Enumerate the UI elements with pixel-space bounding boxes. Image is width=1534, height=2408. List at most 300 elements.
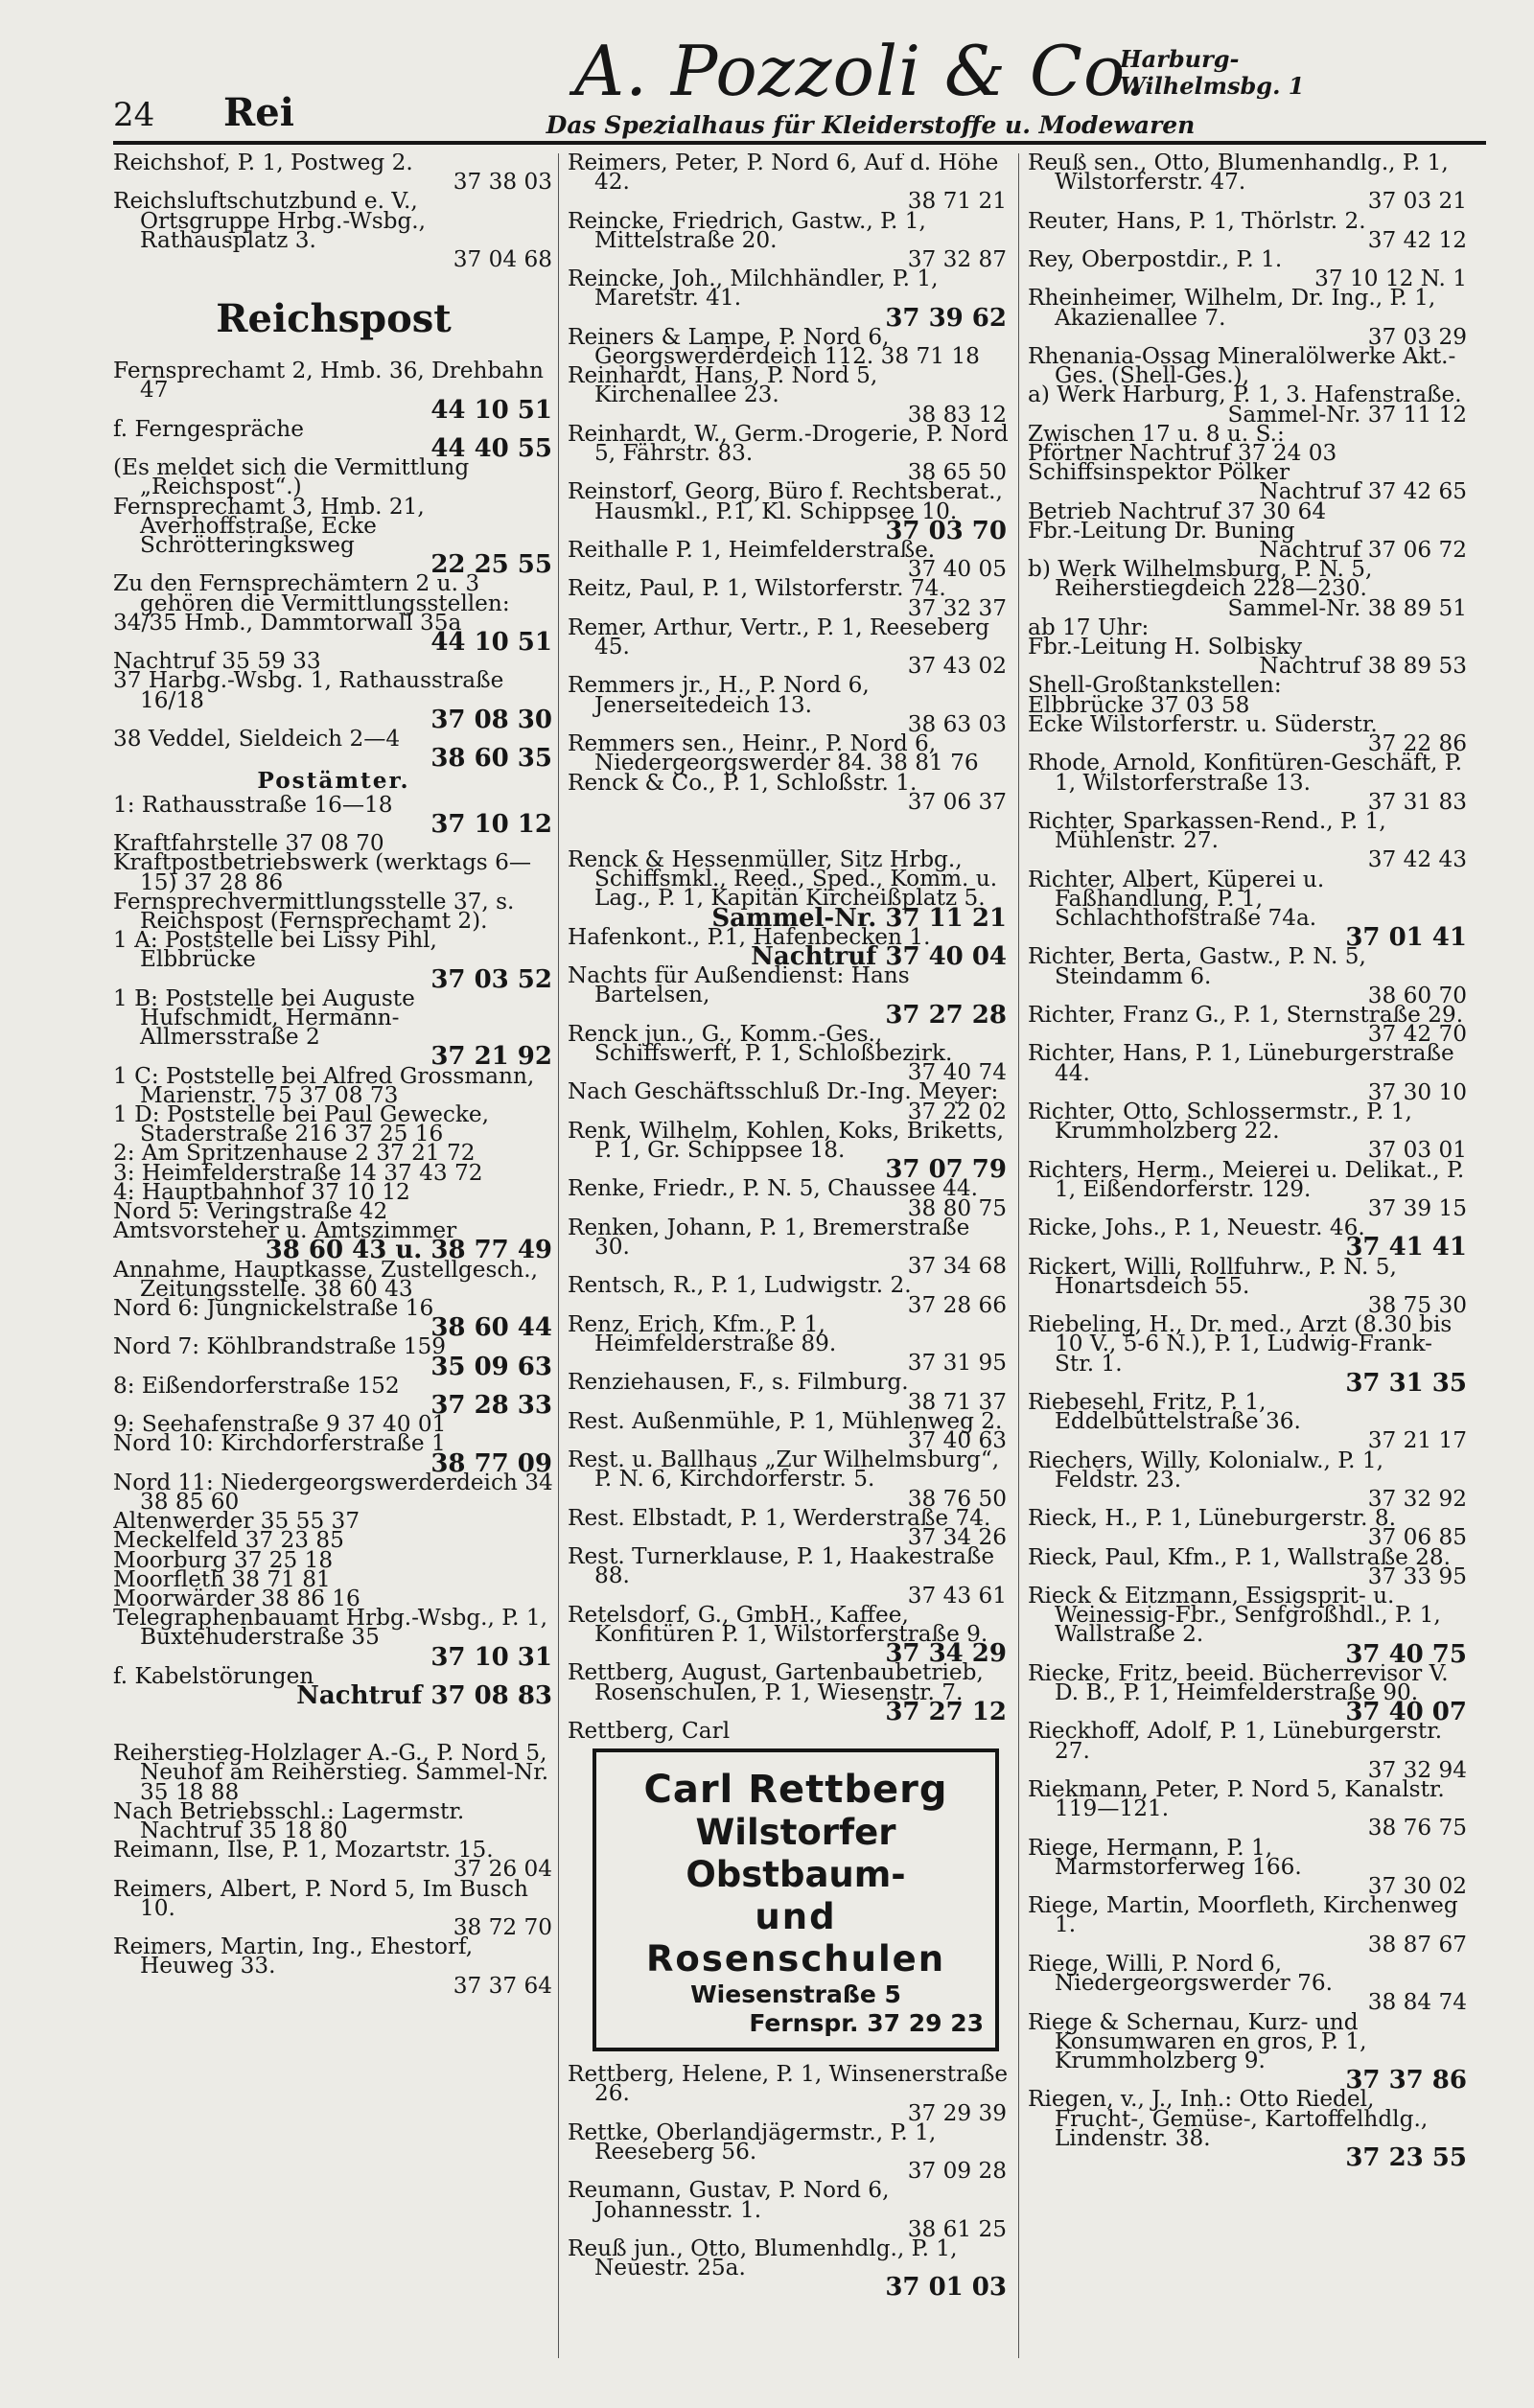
phone-number: 37 27 28 <box>885 1000 1007 1030</box>
directory-entry <box>1028 1583 1469 1669</box>
entry-text: Nord 10: Kirchdorferstraße 1 <box>113 1430 446 1457</box>
directory-entry <box>568 1175 1009 1221</box>
phone-number: Nachtruf 38 89 53 <box>1259 653 1467 680</box>
entry-text: b) Werk Wilhelmsburg, P. N. 5, Reiherstiegdeich 228—230. <box>1028 556 1373 602</box>
phone-number: 44 10 51 <box>430 628 552 658</box>
entry-text: Reichshof, P. 1, Postweg 2. <box>113 153 413 175</box>
entry-text: Kraftfahrstelle 37 08 70 <box>113 830 384 857</box>
entry-text: Reuß jun., Otto, Blumenhdlg., P. 1, Neuestr. 25a. <box>568 2235 958 2281</box>
brand-address <box>1120 46 1304 100</box>
entry-text: Riechers, Willy, Kolonialw., P. 1, Feldstr. 23. <box>1028 1447 1383 1493</box>
phone-number: 37 06 85 <box>1367 1524 1467 1551</box>
entry-text: Altenwerder 35 55 37 <box>113 1508 360 1535</box>
subsection-heading: Postämter. <box>257 768 410 795</box>
directory-entry <box>1028 2086 1469 2172</box>
phone-number: 37 01 03 <box>885 2273 1007 2303</box>
ad-line-4: Wiesenstraße 5 <box>690 1980 901 2009</box>
directory-entry <box>1028 807 1469 873</box>
directory-entry <box>1028 1215 1469 1262</box>
entry-text: Hafenkont., P.1, Hafenbecken 1. <box>568 923 931 950</box>
entry-text: Rickert, Willi, Rollfuhrw., P. N. 5, Honartsdeich 55. <box>1028 1253 1397 1299</box>
directory-entry <box>1028 459 1469 505</box>
directory-entry <box>568 537 1009 583</box>
phone-number: 37 33 95 <box>1367 1563 1467 1589</box>
directory-entry <box>568 1117 1009 1185</box>
spacer <box>568 812 1009 850</box>
entry-text: Rieck, Paul, Kfm., P. 1, Wallstraße 28. <box>1028 1543 1452 1570</box>
directory-entry <box>568 2235 1009 2303</box>
directory-entry <box>1028 634 1469 680</box>
phone-number: 38 60 44 <box>430 1313 552 1343</box>
phone-number: 37 03 52 <box>430 964 552 994</box>
directory-entry <box>1028 343 1469 389</box>
column-1 <box>113 153 554 2387</box>
section-heading: Reichspost <box>216 296 452 342</box>
phone-number: Nachtruf 37 42 65 <box>1259 478 1467 505</box>
phone-number: 38 61 25 <box>907 2215 1007 2242</box>
phone-number: 38 83 12 <box>907 401 1007 428</box>
advertisement-box <box>593 1748 999 2051</box>
entry-text: Zu den Fernsprechämtern 2 u. 3 gehören die Vermittlungsstellen: <box>113 570 510 616</box>
entry-text: Nord 6: Jungnickelstraße 16 <box>113 1294 434 1321</box>
entry-text: Rieck & Eitzmann, Essigsprit- u. Weinessig-Fbr., Senfgroßhdl., P. 1, Wallstraße 2. <box>1028 1583 1441 1648</box>
ad-line-3: und Rosenschulen <box>645 1896 946 1980</box>
entry-text: Ricke, Johs., P. 1, Neuestr. 46. <box>1028 1215 1365 1241</box>
directory-entry <box>1028 1659 1469 1727</box>
entry-text: Riege, Hermann, P. 1, Marmstorferweg 166. <box>1028 1834 1302 1880</box>
entry-text: Renck jun., G., Komm.-Ges., Schiffswerft, P. 1, Schloßbezirk. <box>568 1020 953 1066</box>
directory-entry <box>1028 556 1469 621</box>
directory-entry <box>1028 1776 1469 1841</box>
phone-number: 37 21 17 <box>1367 1427 1467 1454</box>
directory-entry <box>568 1601 1009 1669</box>
directory-entry <box>113 1333 554 1381</box>
directory-entry <box>568 2119 1009 2185</box>
entry-text: f. Ferngespräche <box>113 415 304 442</box>
entry-text: Riege, Martin, Moorfleth, Kirchenweg 1. <box>1028 1892 1458 1938</box>
phone-number: Nachtruf 37 06 72 <box>1259 537 1467 564</box>
directory-entry <box>113 1256 554 1302</box>
directory-entry <box>568 730 1009 776</box>
phone-number: 37 22 02 <box>907 1098 1007 1124</box>
directory-entry <box>113 791 554 839</box>
directory-entry <box>113 1372 554 1420</box>
directory-entry <box>568 207 1009 273</box>
phone-number: 38 80 75 <box>907 1194 1007 1221</box>
entry-text: Nachts für Außendienst: Hans Bartelsen, <box>568 962 910 1008</box>
entry-text: Annahme, Hauptkasse, Zustellgesch., Zeitungsstelle. 38 60 43 <box>113 1256 539 1302</box>
entry-text: Rentsch, R., P. 1, Ludwigstr. 2. <box>568 1272 912 1299</box>
phone-number: 37 32 87 <box>907 246 1007 273</box>
directory-entry <box>568 153 1009 215</box>
entry-text: 3: Heimfelderstraße 14 37 43 72 <box>113 1159 483 1186</box>
header-rule <box>113 141 1486 145</box>
column-divider-2 <box>1018 153 1019 2358</box>
directory-entry <box>113 1062 554 1108</box>
phone-number: 37 31 95 <box>907 1350 1007 1377</box>
directory-entry <box>1028 1892 1469 1957</box>
phone-number: 38 60 70 <box>1367 982 1467 1008</box>
entry-text: Reithalle P. 1, Heimfelderstraße. <box>568 537 936 564</box>
phone-number: 37 41 41 <box>1345 1233 1467 1262</box>
directory-entry <box>568 923 1009 971</box>
phone-number: 37 09 28 <box>907 2158 1007 2185</box>
entry-text: Remer, Arthur, Vertr., P. 1, Reeseberg 45. <box>568 614 989 660</box>
entry-text: 1 C: Poststelle bei Alfred Grossmann, Marienstr. 75 37 08 73 <box>113 1062 535 1108</box>
entry-text: Fbr.-Leitung H. Solbisky <box>1028 634 1303 660</box>
phone-number: 37 23 55 <box>1345 2142 1467 2172</box>
directory-entry <box>568 2061 1009 2126</box>
entry-text: Riekmann, Peter, P. Nord 5, Kanalstr. 119—121. <box>1028 1776 1445 1822</box>
phone-number: 37 38 03 <box>453 169 552 196</box>
entry-text: Reimann, Ilse, P. 1, Mozartstr. 15. <box>113 1837 494 1864</box>
phone-number: 37 39 62 <box>885 303 1007 333</box>
entry-text: Moorfleth 38 71 81 <box>113 1565 331 1592</box>
entry-text: Renke, Friedr., P. N. 5, Chaussee 44. <box>568 1175 979 1202</box>
entry-text: Richter, Hans, P. 1, Lüneburgerstraße 44. <box>1028 1040 1454 1086</box>
phone-number: Sammel-Nr. 37 11 12 <box>1227 401 1467 428</box>
entry-text: Richter, Franz G., P. 1, Sternstraße 29. <box>1028 1001 1464 1028</box>
phone-number: Sammel-Nr. 37 11 21 <box>711 903 1007 933</box>
directory-entry <box>113 1100 554 1147</box>
phone-number: 37 21 92 <box>430 1042 552 1072</box>
entry-text: Renz, Erich, Kfm., P. 1, Heimfelderstraße 89. <box>568 1310 837 1356</box>
entry-text: Renken, Johann, P. 1, Bremerstraße 30. <box>568 1214 970 1260</box>
directory-entry <box>113 1933 554 1999</box>
entry-text: Shell-Großtankstellen: <box>1028 672 1282 699</box>
phone-number: 37 29 39 <box>907 2099 1007 2126</box>
entry-text: f. Kabelstörungen <box>113 1662 314 1689</box>
entry-text: 1: Rathausstraße 16—18 <box>113 791 393 818</box>
directory-entry <box>568 323 1009 370</box>
directory-entry <box>113 1837 554 1883</box>
directory-entry <box>1028 382 1469 428</box>
directory-entry <box>568 672 1009 737</box>
phone-number: Nachtruf 37 40 04 <box>751 941 1007 971</box>
entry-text: Nachtruf 35 59 33 <box>113 648 321 675</box>
entry-text: Rhode, Arnold, Konfitüren-Geschäft, P. 1, Wilstorferstraße 13. <box>1028 750 1463 796</box>
entry-text: Fernsprechamt 2, Hmb. 36, Drehbahn 47 <box>113 358 544 404</box>
ad-line-5: Fernspr. 37 29 23 <box>749 2009 984 2038</box>
directory-entry <box>113 726 554 774</box>
directory-entry <box>568 1214 1009 1280</box>
entry-text: Meckelfeld 37 23 85 <box>113 1527 344 1554</box>
ad-line-1: Carl Rettberg <box>643 1768 948 1813</box>
phone-number: 37 39 15 <box>1367 1194 1467 1221</box>
phone-number: 38 65 50 <box>907 459 1007 486</box>
directory-entry <box>113 984 554 1072</box>
running-head: Rei <box>223 90 294 135</box>
directory-entry <box>1028 1311 1469 1398</box>
phone-number: 37 43 61 <box>907 1582 1007 1609</box>
brand-address-line-2: Wilhelmsbg. 1 <box>1120 72 1305 100</box>
phone-number: 38 63 03 <box>907 710 1007 737</box>
entry-text: Renk, Wilhelm, Kohlen, Koks, Briketts, P. 1, Gr. Schippsee 18. <box>568 1117 1004 1163</box>
phone-number: 44 40 55 <box>430 434 552 464</box>
entry-text: Richter, Albert, Küperei u. Faßhandlung, P. 1, Schlachthofstraße 74a. <box>1028 866 1325 931</box>
directory-entry <box>1028 866 1469 953</box>
phone-number: 37 26 04 <box>453 1856 552 1883</box>
entry-text: Remmers jr., H., P. Nord 6, Jenerseitedeich 13. <box>568 672 870 718</box>
directory-entry <box>568 1310 1009 1377</box>
entry-text: Renziehausen, F., s. Filmburg. <box>568 1369 909 1396</box>
entry-text: 4: Hauptbahnhof 37 10 12 <box>113 1178 410 1205</box>
directory-entry <box>113 153 554 196</box>
phone-number: 37 22 86 <box>1367 730 1467 757</box>
directory-entry <box>1028 1156 1469 1221</box>
directory-entry <box>568 1659 1009 1726</box>
entry-text: Reimers, Peter, P. Nord 6, Auf d. Höhe 42. <box>568 153 999 196</box>
directory-entry <box>1028 1253 1469 1318</box>
directory-entry <box>1028 1001 1469 1048</box>
entry-text: Richters, Herm., Meierei u. Delikat., P. 1, Eißendorferstr. 129. <box>1028 1156 1465 1202</box>
page-number: 24 <box>113 96 155 134</box>
directory-entry <box>113 1294 554 1343</box>
directory-entry <box>113 415 554 464</box>
phone-number: 38 87 67 <box>1367 1931 1467 1957</box>
phone-number: 38 60 35 <box>430 744 552 774</box>
entry-text: 9: Seehafenstraße 9 37 40 01 <box>113 1411 447 1438</box>
phone-number: 37 08 30 <box>430 705 552 734</box>
entry-text: Rest. Außenmühle, P. 1, Mühlenweg 2. <box>568 1407 1003 1434</box>
directory-entry <box>568 845 1009 933</box>
phone-number: 37 30 10 <box>1367 1078 1467 1105</box>
entry-text: Rettberg, Helene, P. 1, Winsenerstraße 26. <box>568 2061 1009 2107</box>
phone-number: 37 40 05 <box>907 556 1007 583</box>
directory-entry <box>113 358 554 425</box>
entry-text: Reuß sen., Otto, Blumenhandlg., P. 1, Wilstorferstr. 47. <box>1028 153 1449 196</box>
column-2 <box>568 153 1009 2387</box>
entry-text: 1 B: Poststelle bei Auguste Hufschmidt, Hermann-Allmersstraße 2 <box>113 984 415 1051</box>
phone-number: 37 10 12 <box>430 809 552 839</box>
directory-entry <box>568 420 1009 486</box>
directory-entry <box>568 478 1009 545</box>
directory-entry <box>1028 710 1469 757</box>
entry-text: Reumann, Gustav, P. Nord 6, Johannesstr. 1. <box>568 2177 890 2223</box>
entry-text: Reinstorf, Georg, Büro f. Rechtsberat., Hausmkl., P.1, Kl. Schippsee 10. <box>568 478 1003 524</box>
directory-entry <box>1028 1505 1469 1551</box>
entry-text: Riebeling, H., Dr. med., Arzt (8.30 bis 10 V., 5-6 N.), P. 1, Ludwig-Frank-Str. 1. <box>1028 1311 1453 1377</box>
entry-text: Riegen, v., J., Inh.: Otto Riedel, Frucht-, Gemüse-, Kartoffelhdlg., Lindenstr. 38. <box>1028 2086 1429 2151</box>
entry-text: Betrieb Nachtruf 37 30 64 <box>1028 498 1327 524</box>
directory-entry <box>1028 517 1469 564</box>
entry-text: Richter, Sparkassen-Rend., P. 1, Mühlenstr. 27. <box>1028 807 1386 854</box>
entry-text: Renck & Co., P. 1, Schloßstr. 1. <box>568 769 918 796</box>
entry-text: Kraftpostbetriebswerk (werktags 6—15) 37 28 86 <box>113 849 532 895</box>
phone-number: 37 01 41 <box>1345 923 1467 953</box>
directory-entry <box>568 614 1009 680</box>
entry-text: 38 Veddel, Sieldeich 2—4 <box>113 726 401 752</box>
directory-entry <box>113 454 554 500</box>
spacer <box>113 1705 554 1744</box>
phone-number: 37 40 63 <box>907 1427 1007 1453</box>
directory-entry <box>1028 750 1469 815</box>
phone-number: 37 42 70 <box>1367 1021 1467 1048</box>
directory-entry <box>113 1875 554 1941</box>
entry-text: Fernsprechamt 3, Hmb. 21, Averhoffstraße, Ecke Schrötteringksweg <box>113 493 425 559</box>
phone-number: 38 75 30 <box>1367 1291 1467 1318</box>
directory-entry <box>568 1020 1009 1086</box>
directory-entry <box>1028 246 1469 292</box>
phone-number: 44 10 51 <box>430 395 552 425</box>
column-3 <box>1028 153 1469 2387</box>
brand-tagline: Das Spezialhaus für Kleiderstoffe u. Modewaren <box>546 111 1196 139</box>
directory-entry <box>113 570 554 616</box>
directory-entry <box>113 1430 554 1478</box>
directory-entry <box>1028 285 1469 350</box>
entry-text: Telegraphenbauamt Hrbg.-Wsbg., P. 1, Buxtehuderstraße 35 <box>113 1605 548 1651</box>
entry-text: Reinhardt, W., Germ.-Drogerie, P. Nord 5, Fährstr. 83. <box>568 420 1009 467</box>
ad-line-2: Wilstorfer Obstbaum- <box>686 1812 906 1896</box>
entry-text: Rey, Oberpostdir., P. 1. <box>1028 246 1283 273</box>
directory-entry <box>113 188 554 273</box>
entry-text: Nord 7: Köhlbrandstraße 159 <box>113 1333 446 1360</box>
brand-name-text: A. Pozzoli & Co. <box>574 31 1148 111</box>
directory-entry <box>113 1662 554 1711</box>
directory-entry <box>568 1407 1009 1453</box>
directory-entry <box>1028 943 1469 1008</box>
entry-text: Reiners & Lampe, P. Nord 6, Georgswerderdeich 112. 38 71 18 <box>568 323 980 370</box>
directory-entry <box>1028 2008 1469 2095</box>
phone-number: 37 07 79 <box>885 1155 1007 1185</box>
directory-entry <box>568 2177 1009 2242</box>
directory-entry <box>1028 1718 1469 1783</box>
directory-entry <box>1028 1543 1469 1589</box>
entry-text: Reitz, Paul, P. 1, Wilstorferstr. 74. <box>568 575 946 602</box>
phone-number: 37 30 02 <box>1367 1873 1467 1900</box>
directory-entry <box>113 1797 554 1844</box>
entry-text: Nach Geschäftsschluß Dr.-Ing. Meyer: <box>568 1078 999 1105</box>
phone-number: 37 43 02 <box>907 653 1007 680</box>
directory-entry <box>1028 1834 1469 1900</box>
entry-text: Renck & Hessenmüller, Sitz Hrbg., Schiffsmkl., Reed., Sped., Komm. u. Lag., P. 1, Kapitän Kircheißplatz 5. <box>568 845 998 912</box>
directory-entry <box>568 769 1009 815</box>
directory-entry <box>1028 1950 1469 2016</box>
phone-number: 37 32 37 <box>907 594 1007 621</box>
phone-number: 37 31 35 <box>1345 1368 1467 1398</box>
phone-number: 37 06 37 <box>907 788 1007 815</box>
entry-text: 37 Harbg.-Wsbg. 1, Rathausstraße 16/18 <box>113 667 504 713</box>
phone-number: 38 72 70 <box>453 1914 552 1941</box>
phone-number: 37 04 68 <box>453 246 552 273</box>
brand-address-line-1: Harburg- <box>1120 45 1240 73</box>
entry-text: Reinhardt, Hans, P. Nord 5, Kirchenallee 23. <box>568 362 878 408</box>
phone-number: 37 27 12 <box>885 1697 1007 1726</box>
entry-text: 1 A: Poststelle bei Lissy Pihl, Elbbrücke <box>113 927 437 973</box>
phone-number: 37 34 68 <box>907 1253 1007 1280</box>
phone-number: 38 76 50 <box>907 1485 1007 1512</box>
entry-text: Amtsvorsteher u. Amtszimmer <box>113 1217 457 1244</box>
entry-text: Rettberg, Carl <box>568 1718 731 1745</box>
entry-text: Riecke, Fritz, beeid. Bücherrevisor V. D. B., P. 1, Heimfelderstraße 90. <box>1028 1659 1449 1706</box>
directory-entry <box>113 1740 554 1805</box>
phone-number: 38 77 09 <box>430 1448 552 1478</box>
phone-number: 37 34 26 <box>907 1524 1007 1551</box>
entry-text: Reincke, Friedrich, Gastw., P. 1, Mittelstraße 20. <box>568 207 926 253</box>
entry-text: Nord 11: Niedergeorgswerderdeich 34 38 85 60 <box>113 1469 553 1515</box>
entry-text: 2: Am Spritzenhause 2 37 21 72 <box>113 1140 476 1167</box>
phone-number: 37 03 29 <box>1367 323 1467 350</box>
entry-text: Rieck, H., P. 1, Lüneburgerstr. 8. <box>1028 1505 1396 1532</box>
directory-entry <box>568 962 1009 1030</box>
entry-text: a) Werk Harburg, P. 1, 3. Hafenstraße. <box>1028 382 1462 408</box>
phone-number: 37 10 31 <box>430 1642 552 1672</box>
phone-number: 37 40 75 <box>1345 1639 1467 1669</box>
directory-entry <box>568 1447 1009 1512</box>
phone-number: 37 10 12 N. 1 <box>1314 266 1467 292</box>
phone-number: 37 32 94 <box>1367 1756 1467 1783</box>
directory-entry <box>113 1469 554 1515</box>
phone-number: 37 32 92 <box>1367 1486 1467 1513</box>
directory-entry <box>568 266 1009 333</box>
directory-entry <box>113 849 554 895</box>
entry-text: Elbbrücke 37 03 58 <box>1028 691 1250 718</box>
entry-text: Rest. Elbstadt, P. 1, Werderstraße 74. <box>568 1504 991 1531</box>
entry-text: Reiherstieg-Holzlager A.-G., P. Nord 5, Neuhof am Reiherstieg. Sammel-Nr. 35 18 88 <box>113 1740 549 1805</box>
phone-number: Nachtruf 37 08 83 <box>296 1681 552 1711</box>
entry-text: Rhenania-Ossag Mineralölwerke Akt.-Ges. (Shell-Ges.), <box>1028 343 1456 389</box>
directory-entry <box>113 888 554 934</box>
directory-entry <box>568 362 1009 428</box>
entry-text: Rheinheimer, Wilhelm, Dr. Ing., P. 1, Akazienallee 7. <box>1028 285 1436 331</box>
entry-text: 1 D: Poststelle bei Paul Gewecke, Staderstraße 216 37 25 16 <box>113 1100 490 1147</box>
directory-entry <box>568 1369 1009 1415</box>
entry-text: Remmers sen., Heinr., P. Nord 6, Niedergeorgswerder 84. 38 81 76 <box>568 730 979 776</box>
entry-text: Moorwärder 38 86 16 <box>113 1586 360 1612</box>
directory-entry <box>113 609 554 658</box>
entry-text: Reimers, Albert, P. Nord 5, Im Busch 10. <box>113 1875 528 1921</box>
entry-text: Zwischen 17 u. 8 u. S.: <box>1028 420 1285 447</box>
directory-entry <box>568 1078 1009 1124</box>
directory-entry <box>113 927 554 994</box>
phone-number: 37 42 12 <box>1367 226 1467 253</box>
phone-number: 35 09 63 <box>430 1352 552 1381</box>
directory-entry <box>568 575 1009 621</box>
entry-text: Richter, Otto, Schlossermstr., P. 1, Krummholzberg 22. <box>1028 1098 1412 1145</box>
directory-entry <box>113 1605 554 1672</box>
phone-number: 37 37 86 <box>1345 2066 1467 2095</box>
phone-number: 37 28 33 <box>430 1390 552 1420</box>
directory-entry <box>568 1543 1009 1609</box>
entry-text: Moorburg 37 25 18 <box>113 1546 334 1573</box>
entry-text: Rettke, Oberlandjägermstr., P. 1, Reeseberg 56. <box>568 2119 937 2165</box>
phone-number: 37 40 07 <box>1345 1698 1467 1727</box>
phone-number: 37 42 43 <box>1367 846 1467 873</box>
directory-entry <box>1028 153 1469 215</box>
phone-number: 37 40 74 <box>907 1059 1007 1086</box>
entry-text: 34/35 Hmb., Dammtorwall 35a <box>113 609 462 636</box>
entry-text: Reincke, Joh., Milchhändler, P. 1, Maretstr. 41. <box>568 266 939 312</box>
phone-number: 37 34 29 <box>885 1639 1007 1669</box>
directory-entry <box>1028 207 1469 253</box>
entry-text: Nord 5: Veringstraße 42 <box>113 1197 388 1224</box>
entry-text: Riege & Schernau, Kurz- und Konsumwaren en gros, P. 1, Krummholzberg 9. <box>1028 2008 1367 2073</box>
entry-text: Ecke Wilstorferstr. u. Süderstr. <box>1028 710 1378 737</box>
entry-text: Schiffsinspektor Pölker <box>1028 459 1290 486</box>
entry-text: Rest. Turnerklause, P. 1, Haakestraße 88. <box>568 1543 995 1589</box>
phone-number: 22 25 55 <box>430 550 552 580</box>
entry-text: Richter, Berta, Gastw., P. N. 5, Steindamm 6. <box>1028 943 1366 989</box>
phone-number: 37 28 66 <box>907 1291 1007 1318</box>
directory-entry <box>1028 1389 1469 1454</box>
phone-number: Sammel-Nr. 38 89 51 <box>1227 594 1467 621</box>
entry-text: Reuter, Hans, P. 1, Thörlstr. 2. <box>1028 207 1366 234</box>
entry-text: Riebesehl, Fritz, P. 1, Eddelbüttelstraße 36. <box>1028 1389 1301 1435</box>
entry-text: Rieckhoff, Adolf, P. 1, Lüneburgerstr. 27. <box>1028 1718 1443 1764</box>
phone-number: 38 76 75 <box>1367 1815 1467 1841</box>
directory-entry <box>1028 1098 1469 1164</box>
phone-number: 38 71 37 <box>907 1388 1007 1415</box>
